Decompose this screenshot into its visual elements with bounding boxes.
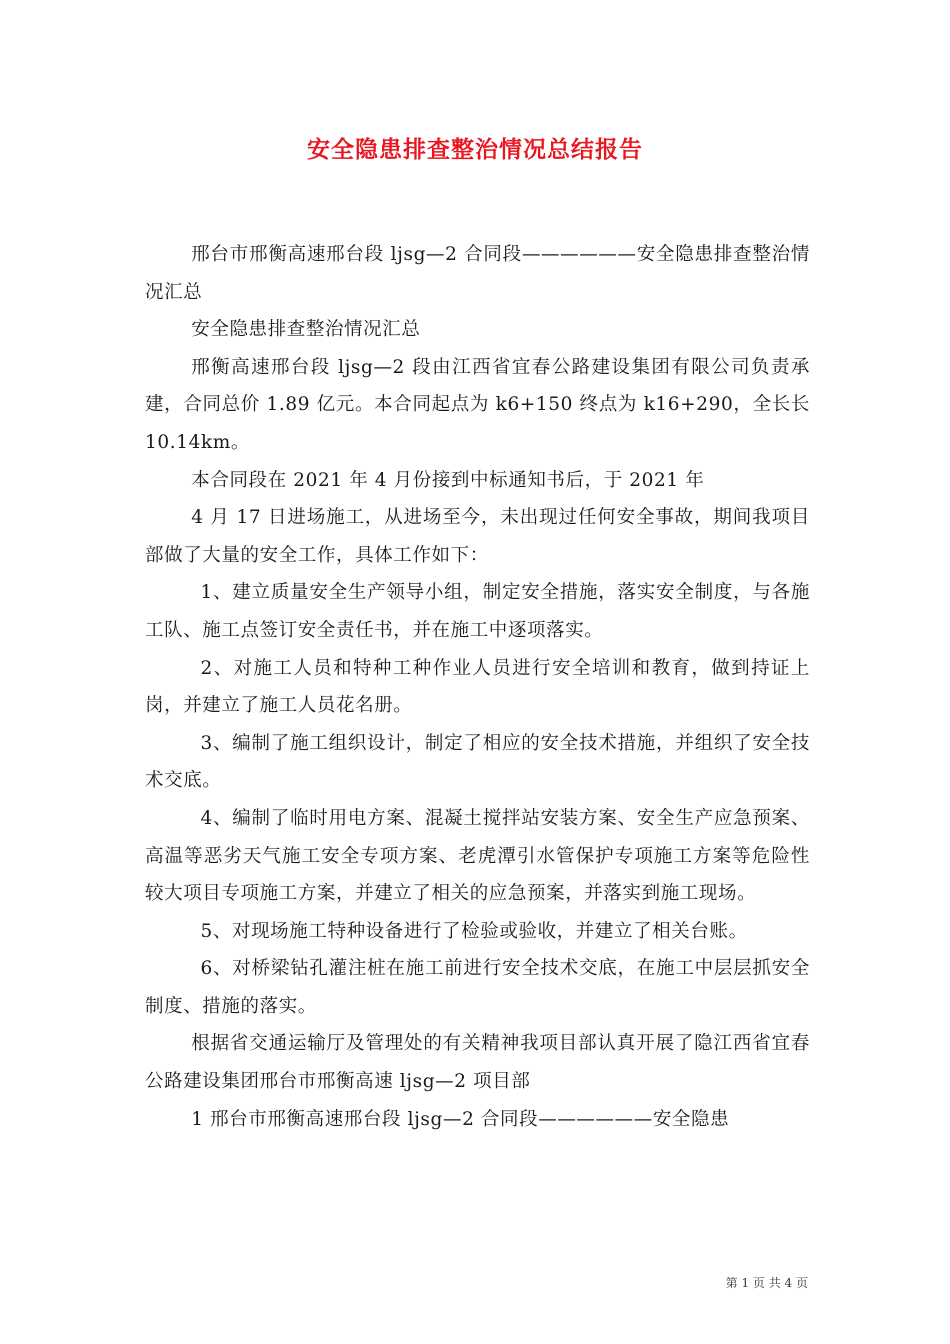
paragraph-heading-line: 邢台市邢衡高速邢台段 ljsg—2 合同段——————安全隐患排查整治情况汇总 (145, 244, 810, 303)
document-title: 安全隐患排查整治情况总结报告 (307, 136, 643, 163)
paragraph-item-4: 4、编制了临时用电方案、混凝土搅拌站安装方案、安全生产应急预案、高温等恶劣天气施工安全专项方案、老虎潭引水管保护专项施工方案等危险性较大项目专项施工方案，并建立了相关的应急预案，并落实到施工现场。 (145, 807, 810, 905)
paragraph-item-1: 1、建立质量安全生产领导小组，制定安全措施，落实安全制度，与各施工队、施工点签订安全责任书，并在施工中逐项落实。 (145, 582, 810, 641)
paragraph-continued-heading: 1 邢台市邢衡高速邢台段 ljsg—2 合同段——————安全隐患 (191, 1108, 730, 1130)
document-body (145, 236, 810, 1138)
page-number: 第 1 页 共 4 页 (725, 1276, 808, 1290)
paragraph-item-5: 5、对现场施工特种设备进行了检验或验收，并建立了相关台账。 (200, 920, 748, 942)
paragraph-entry-date: 4 月 17 日进场施工，从进场至今，未出现过任何安全事故，期间我项目部做了大量的安全工作，具体工作如下： (145, 507, 810, 566)
paragraph-item-3: 3、编制了施工组织设计，制定了相应的安全技术措施，并组织了安全技术交底。 (145, 732, 810, 792)
paragraph-project-overview: 邢衡高速邢台段 ljsg—2 段由江西省宜春公路建设集团有限公司负责承建，合同总价 1.89 亿元。本合同起点为 k6+150 终点为 k16+290，全长长 10.14km。 (145, 356, 810, 453)
paragraph-conclusion: 根据省交通运输厅及管理处的有关精神我项目部认真开展了隐江西省宜春公路建设集团邢台市邢衡高速 ljsg—2 项目部 (145, 1033, 810, 1093)
paragraph-subtitle: 安全隐患排查整治情况汇总 (191, 319, 421, 341)
paragraph-item-6: 6、对桥梁钻孔灌注桩在施工前进行安全技术交底，在施工中层层抓安全制度、措施的落实。 (145, 958, 810, 1017)
paragraph-bid-notice: 本合同段在 2021 年 4 月份接到中标通知书后，于 2021 年 (191, 469, 705, 491)
paragraph-item-2: 2、对施工人员和特种工种作业人员进行安全培训和教育，做到持证上岗，并建立了施工人员花名册。 (145, 657, 810, 717)
